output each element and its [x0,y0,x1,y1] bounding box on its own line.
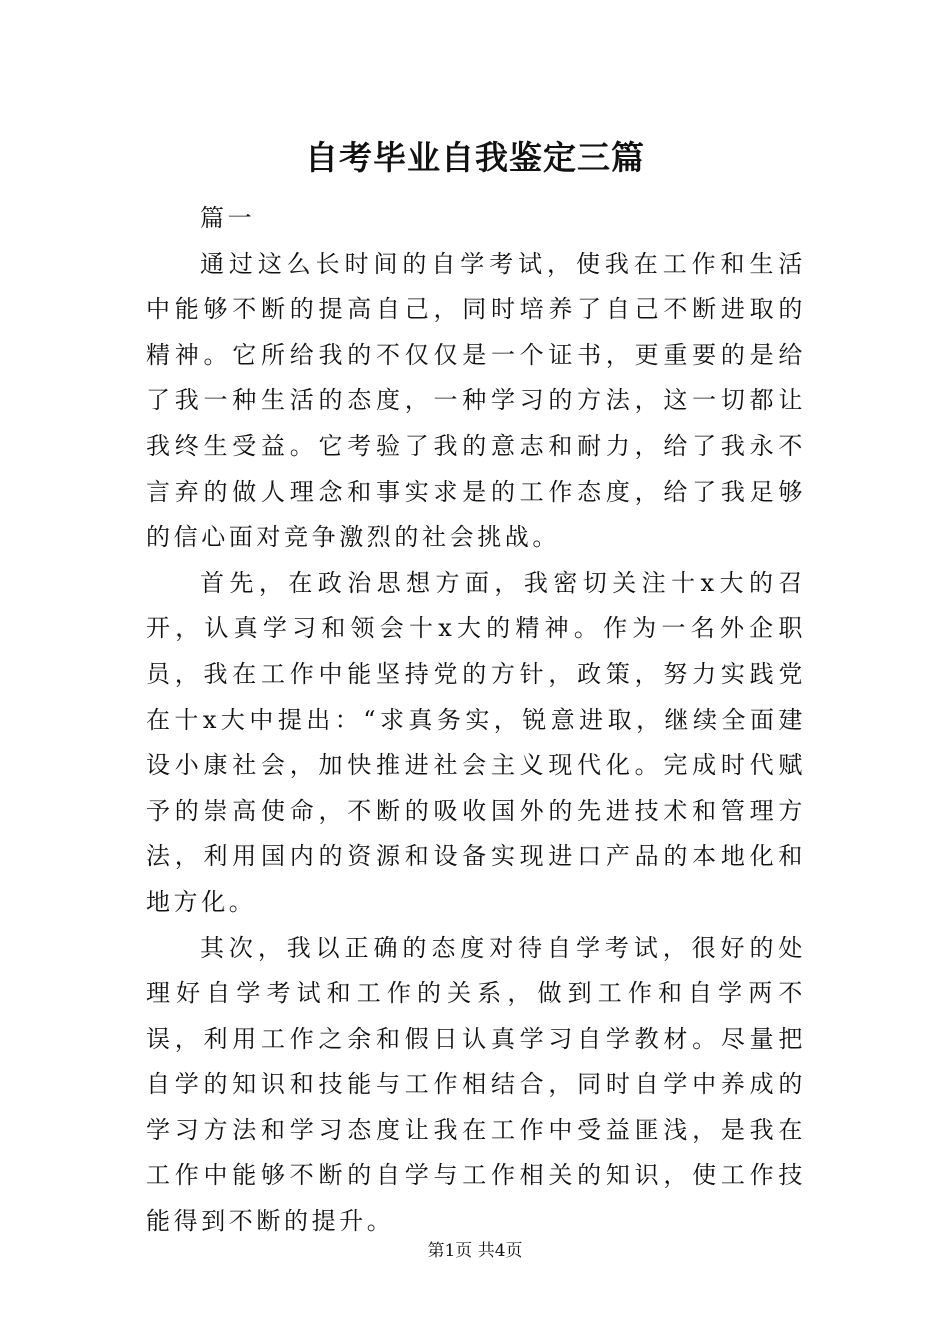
document-title: 自考毕业自我鉴定三篇 [305,138,645,177]
body-paragraph: 首先，在政治思想方面，我密切关注十x大的召开，认真学习和领会十x大的精神。作为一名外企职员，我在工作中能坚持党的方针，政策，努力实践党在十x大中提出：“求真务实，锐意进取，继续全面建设小康社会，加快推进社会主义现代化。完成时代赋予的崇高使命，不断的吸收国外的先进技术和管理方法，利用国内的资源和设备实现进口产品的本地化和地方化。 [146,568,806,916]
page-number-label: 第1页 共4页 [427,1241,523,1261]
body-paragraph: 通过这么长时间的自学考试，使我在工作和生活中能够不断的提高自己，同时培养了自己不断进取的精神。它所给我的不仅仅是一个证书，更重要的是给了我一种生活的态度，一种学习的方法，这一切都让我终生受益。它考验了我的意志和耐力，给了我永不言弃的做人理念和事实求是的工作态度，给了我足够的信心面对竞争激烈的社会挑战。 [146,249,806,552]
document-body [146,196,806,1245]
page-footer [0,1238,950,1264]
section-heading: 篇一 [200,204,256,232]
body-paragraph: 其次，我以正确的态度对待自学考试，很好的处理好自学考试和工作的关系，做到工作和自学两不误，利用工作之余和假日认真学习自学教材。尽量把自学的知识和技能与工作相结合，同时自学中养成的学习方法和学习态度让我在工作中受益匪浅，是我在工作中能够不断的自学与工作相关的知识，使工作技能得到不断的提升。 [146,933,806,1236]
